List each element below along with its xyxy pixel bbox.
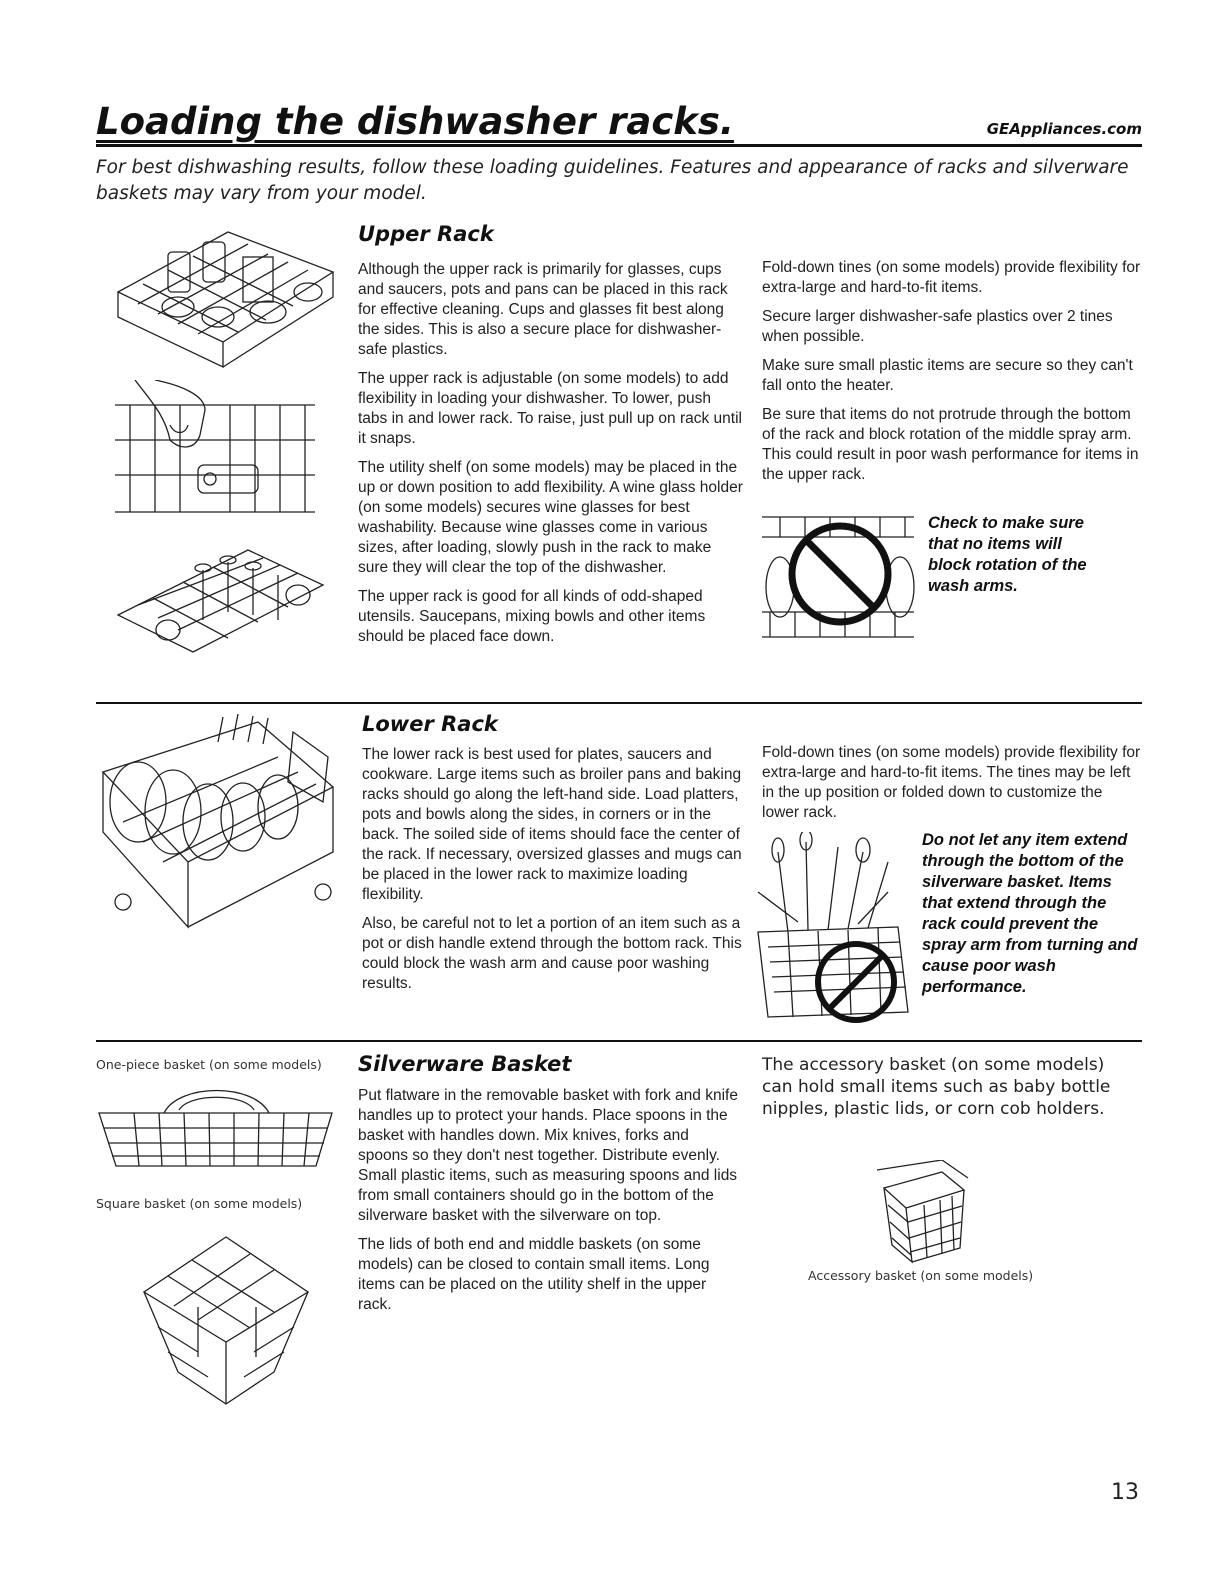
- lower-rack-paragraph: Also, be careful not to let a portion of an item such as a pot or dish handle extend through the bottom rack. This could block the wash arm and cause poor washing results.: [362, 915, 742, 992]
- intro-text: For best dishwashing results, follow these loading guidelines. Features and appearance of racks and silverware baskets may vary from your model.: [96, 157, 1129, 204]
- upper-rack-illustration: [108, 222, 338, 372]
- accessory-basket-illustration: [872, 1160, 972, 1266]
- upper-rack-paragraph: Fold-down tines (on some models) provide flexibility for extra-large and hard-to-fit items.: [762, 259, 1141, 296]
- section-divider: [96, 1040, 1142, 1042]
- rack-adjuster-illustration: [110, 380, 320, 520]
- upper-rack-col2: [762, 258, 1142, 494]
- section-divider: [96, 702, 1142, 704]
- silverware-paragraph: The lids of both end and middle baskets (on some models) can be closed to contain small items. Long items can be placed on the utility shelf in the upper rack.: [358, 1236, 710, 1313]
- accessory-basket-caption: Accessory basket (on some models): [808, 1268, 1034, 1283]
- wine-glass-holder-illustration: [108, 540, 330, 660]
- lower-rack-warning-note: Do not let any item extend through the bottom of the silverware basket. Items that extend through the rack could prevent the spray arm from turning and cause poor wash performance.: [922, 831, 1138, 996]
- upper-rack-warning-note: Check to make sure that no items will block rotation of the wash arms.: [928, 514, 1087, 595]
- upper-rack-paragraph: Make sure small plastic items are secure so they can't fall onto the heater.: [762, 357, 1133, 394]
- one-piece-basket-caption: One-piece basket (on some models): [96, 1057, 322, 1072]
- lower-rack-paragraph: The lower rack is best used for plates, saucers and cookware. Large items such as broiler pans and baking racks should go along the left-hand side. Load platters, pots and bowls along the sides, in corners or in the back. The soiled side of items should face the center of the rack. If necessary, oversized glasses and mugs can be placed in the lower rack to maximize loading flexibility.: [362, 746, 742, 903]
- lower-rack-illustration: [98, 712, 338, 934]
- upper-rack-paragraph: The upper rack is good for all kinds of odd-shaped utensils. Saucepans, mixing bowls and other items should be placed face down.: [358, 588, 706, 645]
- silverware-basket-warning-illustration: [748, 832, 914, 1024]
- blocked-arm-illustration: [760, 512, 916, 642]
- upper-rack-col1: [358, 260, 743, 656]
- square-basket-illustration: [138, 1232, 314, 1408]
- lower-rack-col1: [362, 745, 742, 1003]
- lower-rack-col2: [762, 743, 1142, 832]
- upper-rack-paragraph: Secure larger dishwasher-safe plastics over 2 tines when possible.: [762, 308, 1113, 345]
- page-number: 13: [1111, 1480, 1139, 1505]
- one-piece-basket-illustration: [94, 1078, 338, 1174]
- website-link: GEAppliances.com: [986, 120, 1142, 138]
- silverware-basket-heading: Silverware Basket: [358, 1052, 572, 1076]
- silverware-col1: [358, 1086, 743, 1324]
- upper-rack-paragraph: The utility shelf (on some models) may be placed in the up or down position to add flexibility. A wine glass holder (on some models) secures wine glasses for best washability. Because wine glasses come in various sizes, after loading, slowly push in the rack to make sure they will clear the top of the dishwasher.: [358, 459, 743, 576]
- upper-rack-paragraph: Be sure that items do not protrude through the bottom of the rack and block rotation of the middle spray arm. This could result in poor wash performance for items in the upper rack.: [762, 406, 1139, 483]
- upper-rack-heading: Upper Rack: [358, 222, 494, 246]
- upper-rack-paragraph: The upper rack is adjustable (on some models) to add flexibility in loading your dishwasher. To lower, push tabs in and lower rack. To raise, just pull up on rack until it snaps.: [358, 370, 742, 447]
- lower-rack-paragraph: Fold-down tines (on some models) provide flexibility for extra-large and hard-to-fit items. The tines may be left in the up position or folded down to customize the lower rack.: [762, 744, 1141, 821]
- lower-rack-heading: Lower Rack: [362, 712, 498, 736]
- accessory-basket-text: The accessory basket (on some models) can hold small items such as baby bottle nipples, plastic lids, or corn cob holders.: [762, 1055, 1111, 1119]
- silverware-paragraph: Put flatware in the removable basket with fork and knife handles up to protect your hands. Place spoons in the basket with handles down. Mix knives, forks and spoons so they don't nest together. Distribute evenly. Small plastic items, such as measuring spoons and lids from small containers should go in the bottom of the silverware basket with the silverware on top.: [358, 1087, 738, 1224]
- page-title: Loading the dishwasher racks.: [96, 100, 734, 143]
- upper-rack-paragraph: Although the upper rack is primarily for glasses, cups and saucers, pots and pans can be placed in this rack for effective cleaning. Cups and glasses fit best along the sides. This is also a secure place for dishwasher-safe plastics.: [358, 261, 728, 358]
- title-rule: [96, 144, 1142, 147]
- square-basket-caption: Square basket (on some models): [96, 1196, 303, 1211]
